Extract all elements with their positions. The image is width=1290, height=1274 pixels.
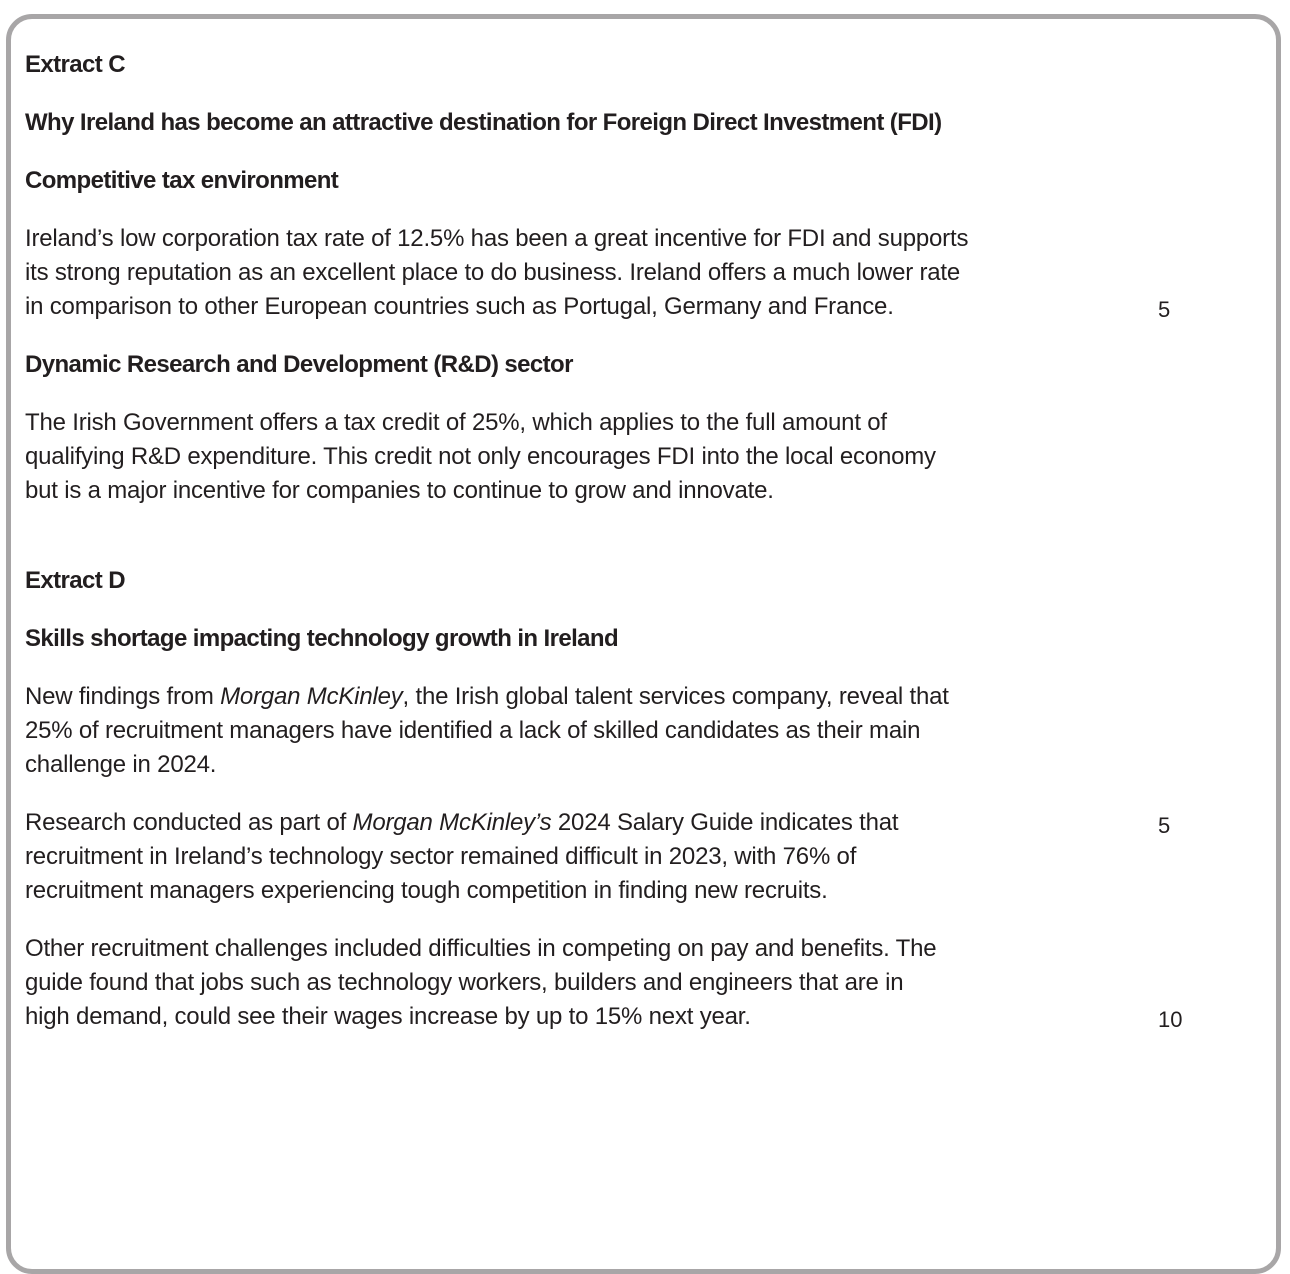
extract-d-title-block: [25, 622, 1276, 656]
text-line: [25, 680, 1276, 714]
text-line: [25, 874, 1276, 908]
rd-heading-block: [25, 348, 1276, 382]
text-segment: but is a major incentive for companies to continue to grow and innovate.: [25, 477, 774, 504]
text-line: [25, 1000, 1276, 1034]
text-segment: its strong reputation as an excellent place to do business. Ireland offers a much lower rate: [25, 259, 961, 286]
text-line: [25, 440, 1276, 474]
extract-d-heading: Extract D: [25, 567, 125, 594]
text-segment: Ireland’s low corporation tax rate of 12.5% has been a great incentive for FDI and supports: [25, 225, 969, 252]
rd-section-heading: Dynamic Research and Development (R&D) sector: [25, 351, 573, 378]
tax-section-heading: Competitive tax environment: [25, 167, 339, 194]
text-line: [25, 714, 1276, 748]
text-line: [25, 966, 1276, 1000]
text-segment: 25% of recruitment managers have identified a lack of skilled candidates as their main: [25, 717, 921, 744]
text-line: [25, 256, 1276, 290]
text-segment: 2024 Salary Guide indicates that: [551, 809, 899, 836]
tax-paragraph: [25, 222, 1276, 324]
extract-c-title: Why Ireland has become an attractive destination for Foreign Direct Investment (FDI): [25, 109, 942, 136]
text-segment: , the Irish global talent services company, reveal that: [402, 683, 949, 710]
text-line: [25, 290, 1276, 324]
text-segment: challenge in 2024.: [25, 751, 217, 778]
text-segment: New findings from: [25, 683, 221, 710]
text-segment: high demand, could see their wages increase by up to 15% next year.: [25, 1003, 751, 1030]
text-line: [25, 932, 1276, 966]
text-segment: The Irish Government offers a tax credit of 25%, which applies to the full amount of: [25, 409, 887, 436]
extract-d-title: Skills shortage impacting technology growth in Ireland: [25, 625, 619, 652]
text-line: [25, 222, 1276, 256]
extract-panel: [6, 14, 1281, 1274]
text-segment: Other recruitment challenges included difficulties in competing on pay and benefits. The: [25, 935, 937, 962]
line-number: 5: [1158, 297, 1171, 322]
text-line: [25, 748, 1276, 782]
text-line: [25, 406, 1276, 440]
text-segment: Research conducted as part of: [25, 809, 353, 836]
line-number: 10: [1158, 1007, 1183, 1032]
extract-c-section: [25, 48, 1276, 82]
research-paragraph: [25, 806, 1276, 908]
text-line: [25, 840, 1276, 874]
text-segment: qualifying R&D expenditure. This credit not only encourages FDI into the local economy: [25, 443, 936, 470]
line-number: 5: [1158, 813, 1171, 838]
text-segment: recruitment in Ireland’s technology sector remained difficult in 2023, with 76% of: [25, 843, 857, 870]
rd-paragraph: [25, 406, 1276, 508]
challenges-paragraph: [25, 932, 1276, 1034]
extract-c-title-block: [25, 106, 1276, 140]
text-segment: recruitment managers experiencing tough competition in finding new recruits.: [25, 877, 828, 904]
extract-c-heading: Extract C: [25, 51, 125, 78]
findings-paragraph: [25, 680, 1276, 782]
text-line: [25, 474, 1276, 508]
tax-heading-block: [25, 164, 1276, 198]
company-name-italic: Morgan McKinley: [220, 683, 403, 710]
text-segment: in comparison to other European countries such as Portugal, Germany and France.: [25, 293, 894, 320]
company-name-italic: Morgan McKinley’s: [352, 809, 552, 836]
extract-d-section: [25, 564, 1276, 598]
text-segment: guide found that jobs such as technology workers, builders and engineers that are in: [25, 969, 904, 996]
text-line: [25, 806, 1276, 840]
